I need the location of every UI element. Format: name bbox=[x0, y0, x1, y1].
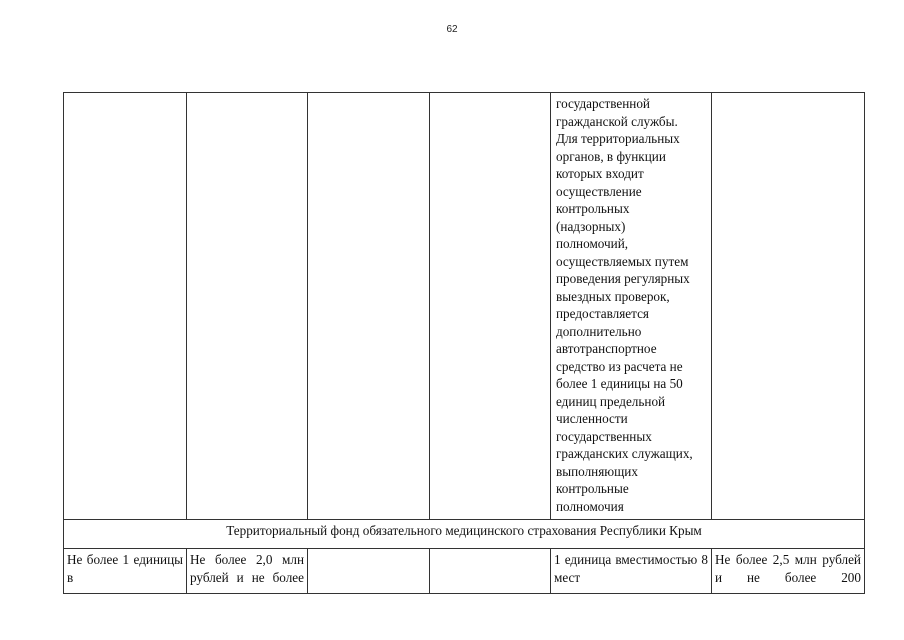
table-cell bbox=[187, 549, 308, 594]
note-line: выездных проверок, bbox=[556, 288, 670, 304]
document-table bbox=[63, 92, 865, 594]
note-line: органов, в функции bbox=[556, 148, 666, 164]
cell-text: Не более 2,5 млн рублей и не более 200 bbox=[715, 552, 861, 585]
table-cell bbox=[64, 549, 187, 594]
table-cell-empty bbox=[64, 93, 187, 520]
note-line: численности bbox=[556, 411, 628, 426]
note-line: автотранспортное bbox=[556, 341, 657, 356]
note-line: Для территориальных bbox=[556, 131, 680, 146]
table-cell-note bbox=[551, 93, 712, 520]
note-line: государственных bbox=[556, 428, 652, 444]
table-row bbox=[64, 549, 865, 594]
table-cell-empty bbox=[308, 93, 430, 520]
note-line: гражданских служащих, bbox=[556, 446, 693, 461]
table-cell-empty bbox=[430, 93, 551, 520]
table-row-section-heading bbox=[64, 520, 865, 549]
note-line: гражданской службы. bbox=[556, 113, 678, 129]
note-line: осуществляемых путем bbox=[556, 253, 689, 269]
note-line: государственной bbox=[556, 96, 650, 111]
note-line: контрольных bbox=[556, 201, 630, 216]
table-row-continued bbox=[64, 93, 865, 520]
table-cell bbox=[712, 549, 865, 594]
note-line: (надзорных) bbox=[556, 218, 626, 234]
table-cell bbox=[308, 549, 430, 594]
cell-text: Не более 2,0 млн рублей и не более bbox=[190, 552, 304, 585]
note-line: полномочия bbox=[556, 498, 624, 514]
note-line: контрольные bbox=[556, 481, 629, 496]
note-line: предоставляется bbox=[556, 306, 649, 321]
note-line: выполняющих bbox=[556, 463, 638, 479]
note-line: более 1 единицы на 50 bbox=[556, 376, 683, 391]
note-line: средство из расчета не bbox=[556, 358, 683, 374]
section-heading: Территориальный фонд обязательного медицинского страхования Республики Крым bbox=[64, 520, 865, 549]
table-cell bbox=[430, 549, 551, 594]
table-cell bbox=[551, 549, 712, 594]
cell-text: 1 единица вместимостью 8 мест bbox=[554, 552, 708, 585]
page-number: 62 bbox=[446, 24, 458, 35]
note-text bbox=[556, 95, 708, 515]
note-line: дополнительно bbox=[556, 323, 642, 339]
note-line: проведения регулярных bbox=[556, 271, 690, 286]
table-cell-empty bbox=[187, 93, 308, 520]
cell-text: Не более 1 единицы в bbox=[67, 552, 183, 585]
table-cell-empty bbox=[712, 93, 865, 520]
note-line: осуществление bbox=[556, 183, 642, 199]
note-line: которых входит bbox=[556, 166, 644, 181]
note-line: единиц предельной bbox=[556, 393, 666, 409]
note-line: полномочий, bbox=[556, 236, 629, 251]
